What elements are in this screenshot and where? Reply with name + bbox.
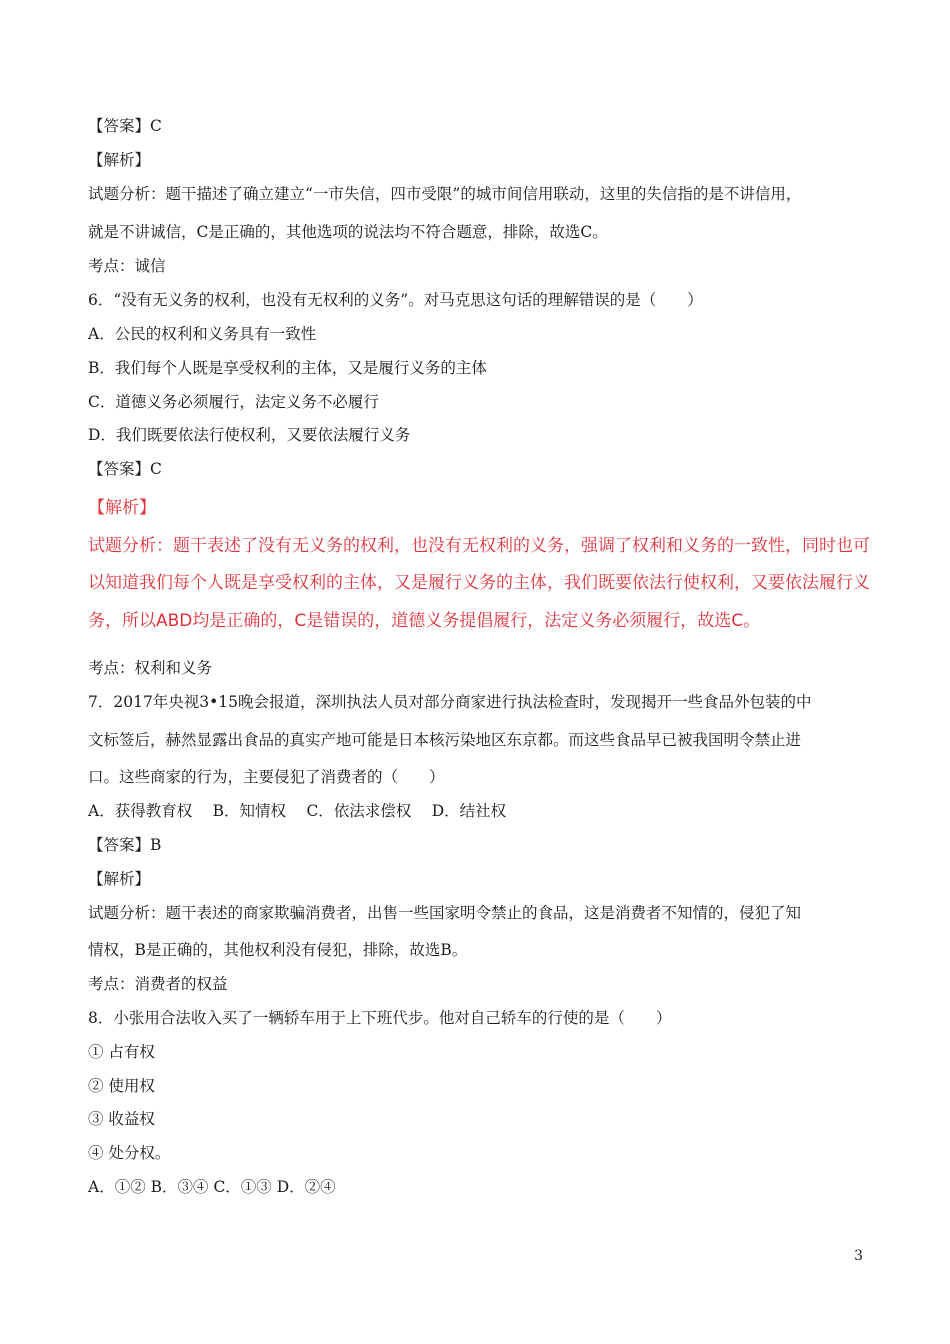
answer-label: 【答案】B	[88, 836, 162, 854]
option-d: D．我们既要依法行使权利，又要依法履行义务	[88, 426, 411, 444]
list-item: ④ 处分权。	[88, 1144, 171, 1162]
answer-label: 【答案】C	[88, 117, 162, 135]
list-item: ① 占有权	[88, 1043, 155, 1061]
analysis-text: 试题分析：题干描述了确立建立“一市失信，四市受限”的城市间信用联动，这里的失信指的是不讲信用，	[88, 185, 802, 203]
analysis-label: 【解析】	[88, 498, 156, 518]
analysis-text: 就是不讲诚信，C是正确的，其他选项的说法均不符合题意，排除，故选C。	[88, 223, 608, 241]
option-a: A．公民的权利和义务具有一致性	[88, 325, 317, 343]
question-7: 文标签后，赫然显露出食品的真实产地可能是日本核污染地区东京都。而这些食品早已被我国明令禁止进	[88, 731, 802, 749]
question-8: 8．小张用合法收入买了一辆轿车用于上下班代步。他对自己轿车的行使的是（ ）	[88, 1009, 672, 1027]
options-row: A．获得教育权 B．知情权 C．依法求偿权 D．结社权	[88, 802, 507, 820]
analysis-text: 试题分析：题干表述了没有无义务的权利，也没有无权利的义务，强调了权利和义务的一致性，同时也可	[88, 536, 870, 556]
question-7: 7．2017年央视3•15晚会报道，深圳执法人员对部分商家进行执法检查时，发现揭开一些食品外包装的中	[88, 693, 812, 711]
list-item: ③ 收益权	[88, 1110, 155, 1128]
answer-label: 【答案】C	[88, 460, 162, 478]
list-item: ② 使用权	[88, 1077, 155, 1095]
key-point: 考点：权利和义务	[88, 659, 213, 677]
option-c: C．道德义务必须履行，法定义务不必履行	[88, 393, 379, 411]
analysis-text: 以知道我们每个人既是享受权利的主体，又是履行义务的主体，我们既要依法行使权利，又要依法履行义	[88, 573, 870, 593]
analysis-text: 试题分析：题干表述的商家欺骗消费者，出售一些国家明令禁止的食品，这是消费者不知情的，侵犯了知	[88, 904, 802, 922]
key-point: 考点：诚信	[88, 257, 166, 275]
analysis-label: 【解析】	[88, 151, 151, 169]
page-number: 3	[854, 1248, 863, 1264]
analysis-label: 【解析】	[88, 870, 151, 888]
question-7: 口。这些商家的行为，主要侵犯了消费者的（ ）	[88, 768, 445, 786]
analysis-text: 情权，B是正确的，其他权利没有侵犯，排除，故选B。	[88, 941, 468, 959]
analysis-text: 务，所以ABD均是正确的，C是错误的，道德义务提倡履行，法定义务必须履行，故选C。	[88, 611, 761, 631]
option-b: B．我们每个人既是享受权利的主体，又是履行义务的主体	[88, 359, 487, 377]
question-6: 6．“没有无义务的权利，也没有无权利的义务”。对马克思这句话的理解错误的是（ ）	[88, 291, 703, 309]
options-row: A．①② B．③④ C．①③ D．②④	[88, 1178, 336, 1196]
key-point: 考点：消费者的权益	[88, 975, 228, 993]
